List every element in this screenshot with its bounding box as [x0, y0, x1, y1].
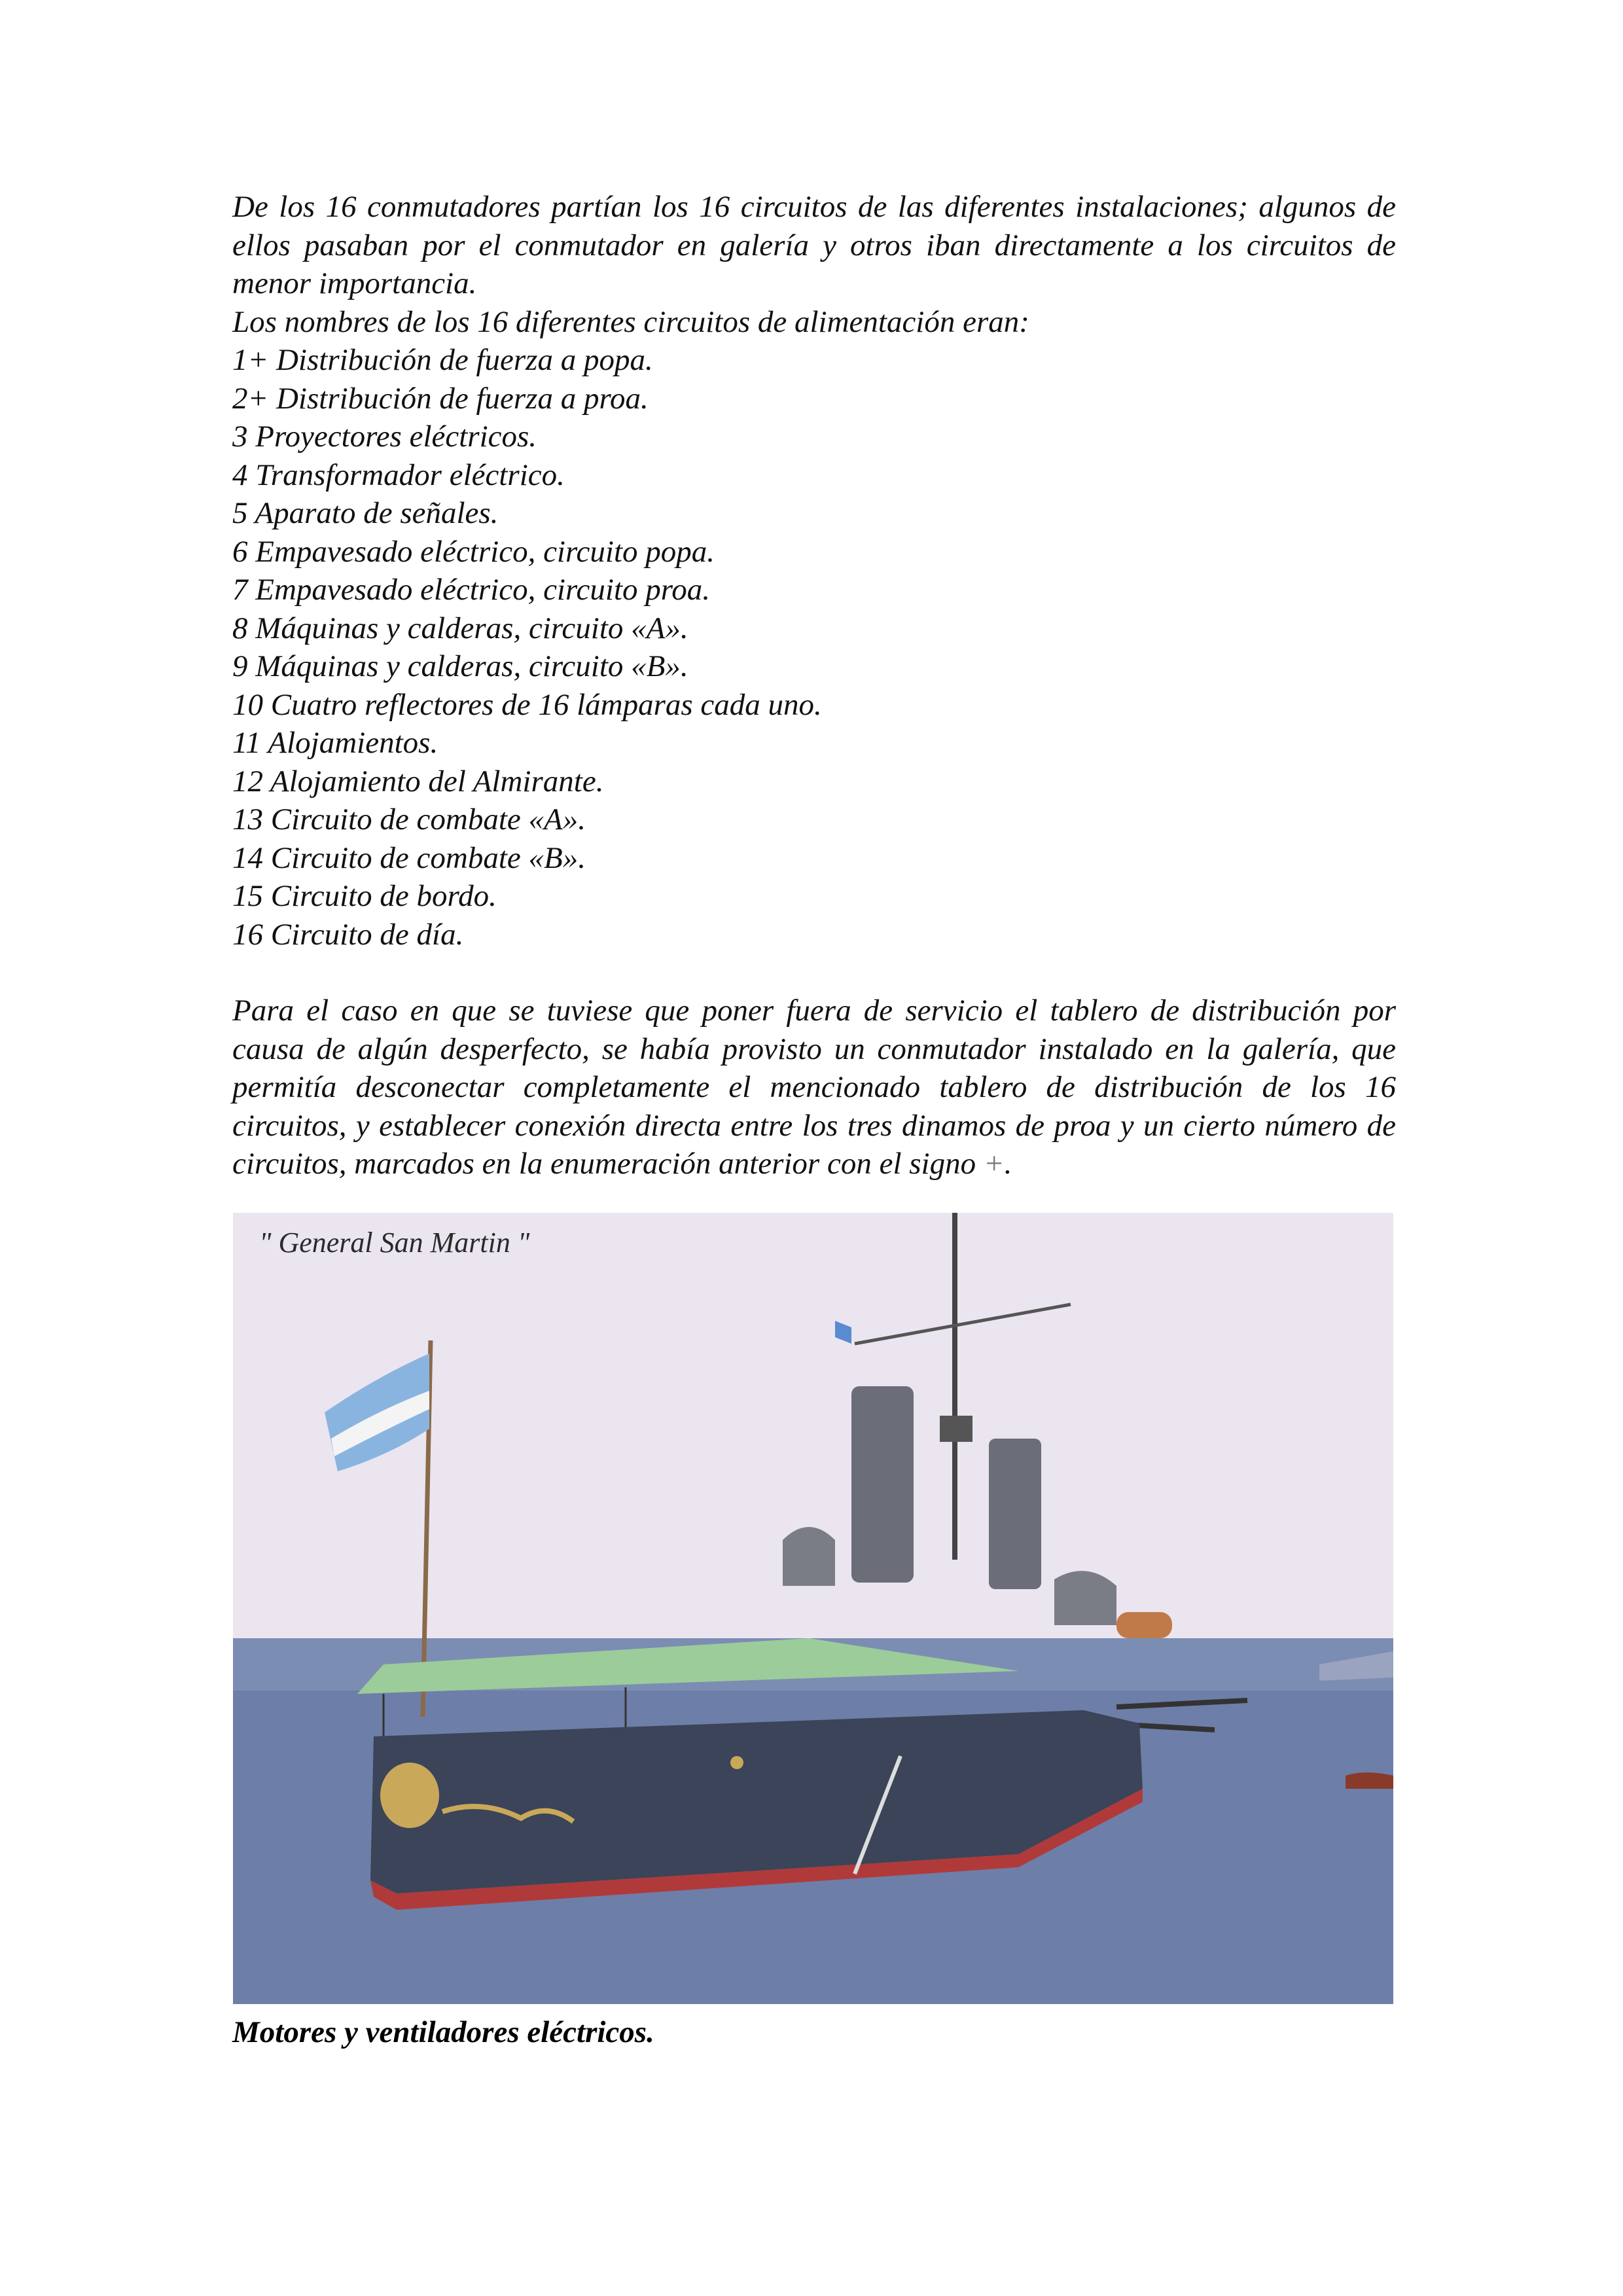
list-item: 13 Circuito de combate «A».: [232, 802, 586, 836]
list-item: 5 Aparato de señales.: [232, 496, 499, 530]
fighting-top: [940, 1416, 972, 1442]
list-item: 6 Empavesado eléctrico, circuito popa.: [232, 534, 715, 569]
small-boat: [1346, 1772, 1393, 1789]
list-item: 15 Circuito de bordo.: [232, 879, 497, 913]
forward-funnel: [851, 1386, 914, 1583]
paragraph-switch: [232, 992, 1396, 1183]
list-item: 14 Circuito de combate «B».: [232, 840, 586, 875]
photo-caption: Motores y ventiladores eléctricos.: [232, 2015, 654, 2049]
list-item: 11 Alojamientos.: [232, 726, 438, 760]
handwritten-title: " General San Martin ": [259, 1227, 530, 1259]
list-item: 9 Máquinas y calderas, circuito «B».: [232, 649, 688, 683]
porthole: [730, 1756, 743, 1769]
list-item: 3 Proyectores eléctricos.: [232, 420, 537, 454]
ventilator: [783, 1527, 835, 1586]
lifeboat: [1116, 1612, 1172, 1638]
list-item: 12 Alojamiento del Almirante.: [232, 764, 604, 798]
paragraph-switch-end: .: [1004, 1147, 1012, 1181]
list-item: 10 Cuatro reflectores de 16 lámparas cada uno.: [232, 687, 822, 722]
list-item: 7 Empavesado eléctrico, circuito proa.: [232, 573, 711, 607]
circuit-list: [232, 341, 1396, 954]
paragraph-spacer: [232, 954, 1396, 992]
list-item: 4 Transformador eléctrico.: [232, 457, 565, 492]
aft-funnel: [989, 1439, 1041, 1589]
ship-illustration: [233, 1213, 1393, 2004]
body-text: [232, 188, 1396, 1183]
list-item: 8 Máquinas y calderas, circuito «A».: [232, 611, 688, 645]
ship-photo: [233, 1213, 1393, 2004]
list-item: 2+ Distribución de fuerza a proa.: [232, 381, 649, 416]
stern-crest: [380, 1763, 439, 1828]
list-intro: Los nombres de los 16 diferentes circuitos de alimentación eran:: [232, 304, 1029, 339]
plus-sign: +: [983, 1147, 1005, 1181]
paragraph-switch-text: Para el caso en que se tuviese que poner fuera de servicio el tablero de distribución por causa de algún desperfecto, se había provisto un conmutador instalado en la galería, que permitía desconectar completamente el mencionado tablero de distribución de los 16 circuitos, y establecer conexión directa entre los tres dinamos de proa y un cierto número de circuitos, marcados en la enumeración anterior con el signo: [232, 994, 1396, 1181]
list-item: 16 Circuito de día.: [232, 917, 464, 952]
ventilator: [1054, 1571, 1116, 1625]
paragraph-circuits-intro: De los 16 conmutadores partían los 16 circuitos de las diferentes instalaciones; algunos de ellos pasaban por el conmutador en galería y otros iban directamente a los circuitos de menor importancia.: [232, 190, 1396, 300]
list-item: 1+ Distribución de fuerza a popa.: [232, 343, 653, 377]
